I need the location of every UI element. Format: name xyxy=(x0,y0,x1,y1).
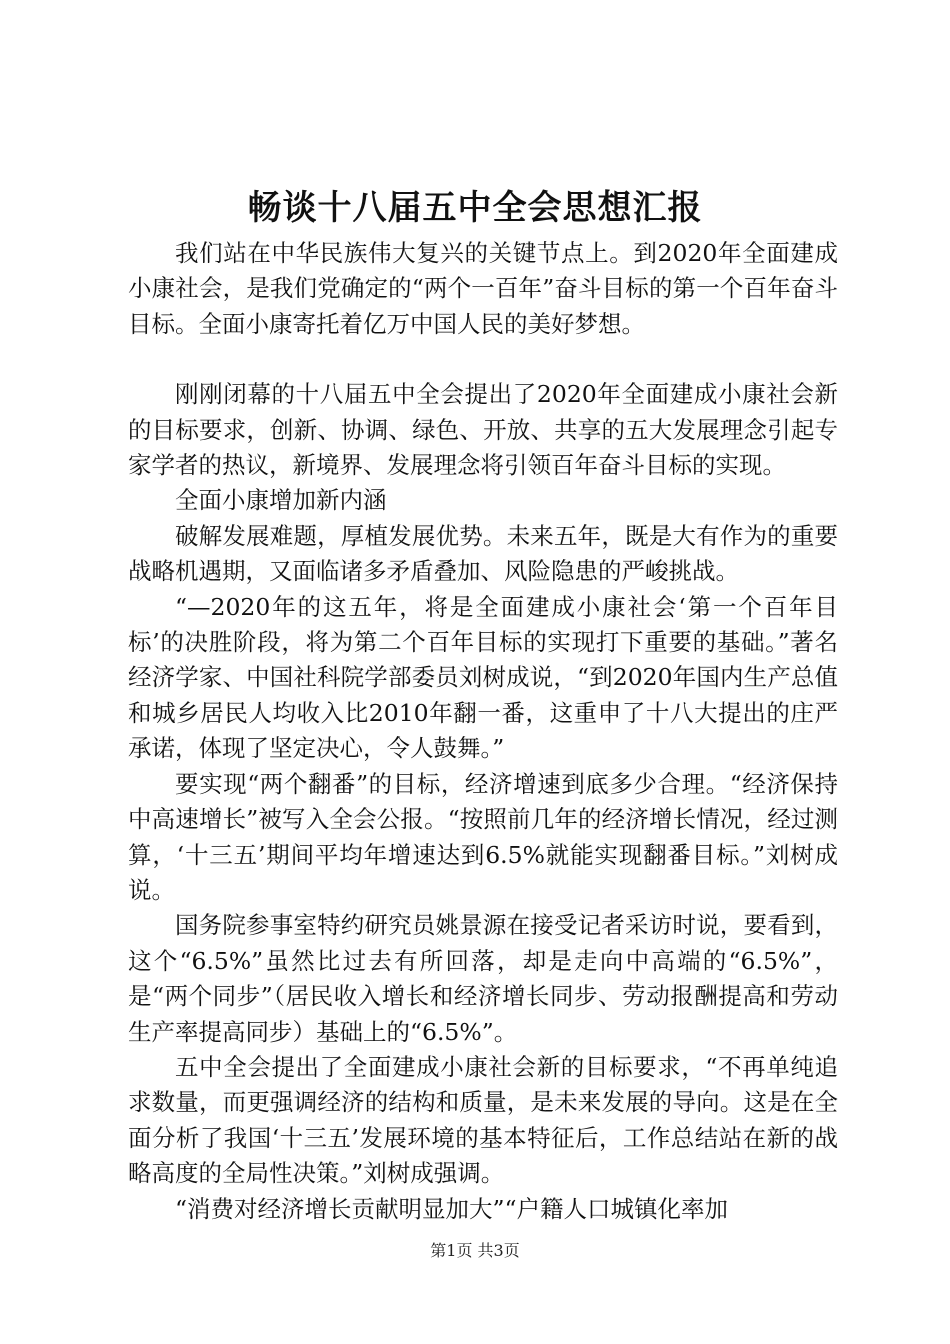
document-body xyxy=(128,236,838,1227)
paragraph-1: 我们站在中华民族伟大复兴的关键节点上。到2020年全面建成小康社会，是我们党确定的“两个一百年”奋斗目标的第一个百年奋斗目标。全面小康寄托着亿万中国人民的美好梦想。 xyxy=(128,239,838,338)
document-title: 畅谈十八届五中全会思想汇报 xyxy=(247,188,703,228)
paragraph-8: 五中全会提出了全面建成小康社会新的目标要求，“不再单纯追求数量，而更强调经济的结构和质量，是未来发展的导向。这是在全面分析了我国‘十三五’发展环境的基本特征后，工作总结站在新的战略高度的全局性决策。”刘树成强调。 xyxy=(128,1052,838,1188)
paragraph-7: 国务院参事室特约研究员姚景源在接受记者采访时说，要看到，这个“6.5%”虽然比过去有所回落，却是走向中高端的“6.5%”，是“两个同步”（居民收入增长和经济增长同步、劳动报酬提高和劳动生产率提高同步）基础上的“6.5%”。 xyxy=(128,911,838,1046)
paragraph-5: “—2020年的这五年，将是全面建成小康社会‘第一个百年目标’的决胜阶段，将为第二个百年目标的实现打下重要的基础。”著名经济学家、中国社科院学部委员刘树成说，“到2020年国内生产总值和城乡居民人均收入比2010年翻一番，这重申了十八大提出的庄严承诺，体现了坚定决心，令人鼓舞。” xyxy=(128,592,838,763)
paragraph-2: 刚刚闭幕的十八届五中全会提出了2020年全面建成小康社会新的目标要求，创新、协调、绿色、开放、共享的五大发展理念引起专家学者的热议，新境界、发展理念将引领百年奋斗目标的实现。 xyxy=(128,380,838,480)
paragraph-9: “消费对经济增长贡献明显加大”“户籍人口城镇化率加 xyxy=(175,1194,729,1223)
section-heading: 全面小康增加新内涵 xyxy=(175,486,387,515)
paragraph-4: 破解发展难题，厚植发展优势。未来五年，既是大有作为的重要战略机遇期，又面临诸多矛盾叠加、风险隐患的严峻挑战。 xyxy=(128,521,838,586)
page-footer: 第1页 共3页 xyxy=(430,1241,520,1260)
paragraph-6: 要实现“两个翻番”的目标，经济增速到底多少合理。“经济保持中高速增长”被写入全会公报。“按照前几年的经济增长情况，经过测算，‘十三五’期间平均年增速达到6.5%就能实现翻番目标。”刘树成说。 xyxy=(128,769,838,904)
